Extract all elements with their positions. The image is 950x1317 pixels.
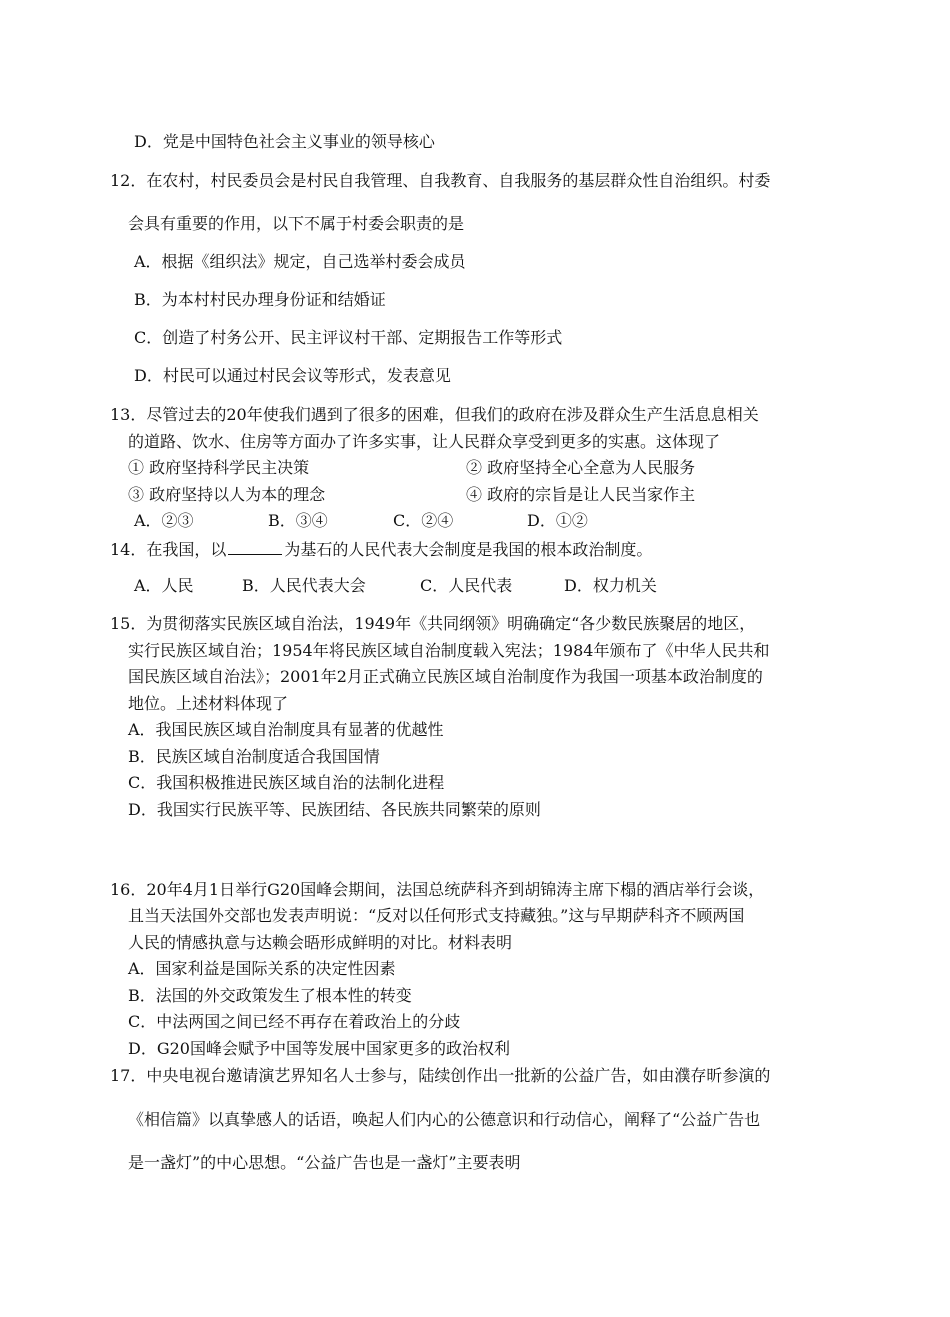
q13-statement-1: ① 政府坚持科学民主决策 [128, 458, 310, 477]
q14-stem [110, 538, 652, 560]
q16-option-d: D．G20国峰会赋予中国等发展中国家更多的政治权利 [128, 1039, 510, 1058]
q16-stem-line-2: 且当天法国外交部也发表声明说：“反对以任何形式支持藏独。”这与早期萨科齐不顾两国 [128, 906, 745, 925]
q16-option-b: B．法国的外交政策发生了根本性的转变 [128, 986, 412, 1005]
q16-option-c: C．中法两国之间已经不再存在着政治上的分歧 [128, 1012, 461, 1031]
q17-stem-line-2: 《相信篇》以真挚感人的话语，唤起人们内心的公德意识和行动信心，阐释了“公益广告也 [128, 1110, 761, 1129]
q13-statement-3: ③ 政府坚持以人为本的理念 [128, 485, 326, 504]
q13-option-c: C．②④ [393, 511, 454, 530]
q13-stem-line-1: 13．尽管过去的20年使我们遇到了很多的困难，但我们的政府在涉及群众生产生活息息相关 [110, 405, 759, 424]
answer-blank [228, 538, 282, 555]
q14-option-d: D．权力机关 [564, 576, 657, 595]
q14-stem-prefix: 14．在我国，以 [110, 540, 227, 559]
q14-stem-suffix: 为基石的人民代表大会制度是我国的根本政治制度。 [284, 540, 653, 559]
q12-option-a: A．根据《组织法》规定，自己选举村委会成员 [134, 252, 466, 271]
q13-statement-2: ② 政府坚持全心全意为人民服务 [466, 458, 696, 477]
q14-option-a: A．人民 [134, 576, 194, 595]
q15-option-c: C．我国积极推进民族区域自治的法制化进程 [128, 773, 445, 792]
q15-stem-line-2: 实行民族区域自治；1954年将民族区域自治制度载入宪法；1984年颁布了《中华人民共和 [128, 641, 770, 660]
q17-stem-line-3: 是一盏灯”的中心思想。“公益广告也是一盏灯”主要表明 [128, 1153, 521, 1172]
q13-statement-4: ④ 政府的宗旨是让人民当家作主 [466, 485, 696, 504]
q15-stem-line-4: 地位。上述材料体现了 [128, 694, 289, 713]
q13-option-b: B．③④ [268, 511, 328, 530]
q12-option-d: D．村民可以通过村民会议等形式，发表意见 [134, 366, 451, 385]
q12-stem-line-2: 会具有重要的作用，以下不属于村委会职责的是 [128, 214, 465, 233]
q16-stem-line-1: 16．20年4月1日举行G20国峰会期间，法国总统萨科齐到胡锦涛主席下榻的酒店举行会谈， [110, 880, 765, 899]
q15-option-d: D．我国实行民族平等、民族团结、各民族共同繁荣的原则 [128, 800, 541, 819]
q13-option-d: D．①② [527, 511, 588, 530]
q16-stem-line-3: 人民的情感执意与达赖会晤形成鲜明的对比。材料表明 [128, 933, 513, 952]
q12-stem-line-1: 12．在农村，村民委员会是村民自我管理、自我教育、自我服务的基层群众性自治组织。村委 [110, 171, 771, 190]
q13-option-a: A．②③ [134, 511, 194, 530]
q13-stem-line-2: 的道路、饮水、住房等方面办了许多实事，让人民群众享受到更多的实惠。这体现了 [128, 432, 721, 451]
q14-option-c: C．人民代表 [420, 576, 513, 595]
q15-option-b: B．民族区域自治制度适合我国国情 [128, 747, 380, 766]
q11-option-d: D．党是中国特色社会主义事业的领导核心 [134, 132, 435, 151]
q12-option-c: C．创造了村务公开、民主评议村干部、定期报告工作等形式 [134, 328, 563, 347]
q14-option-b: B．人民代表大会 [242, 576, 366, 595]
q15-stem-line-3: 国民族区域自治法》；2001年2月正式确立民族区域自治制度作为我国一项基本政治制度的 [128, 667, 763, 686]
q15-option-a: A．我国民族区域自治制度具有显著的优越性 [128, 720, 444, 739]
q16-option-a: A．国家利益是国际关系的决定性因素 [128, 959, 396, 978]
q17-stem-line-1: 17．中央电视台邀请演艺界知名人士参与，陆续创作出一批新的公益广告，如由濮存昕参演的 [110, 1066, 771, 1085]
q12-option-b: B．为本村村民办理身份证和结婚证 [134, 290, 386, 309]
q15-stem-line-1: 15．为贯彻落实民族区域自治法，1949年《共同纲领》明确确定“各少数民族聚居的地区， [110, 614, 756, 633]
